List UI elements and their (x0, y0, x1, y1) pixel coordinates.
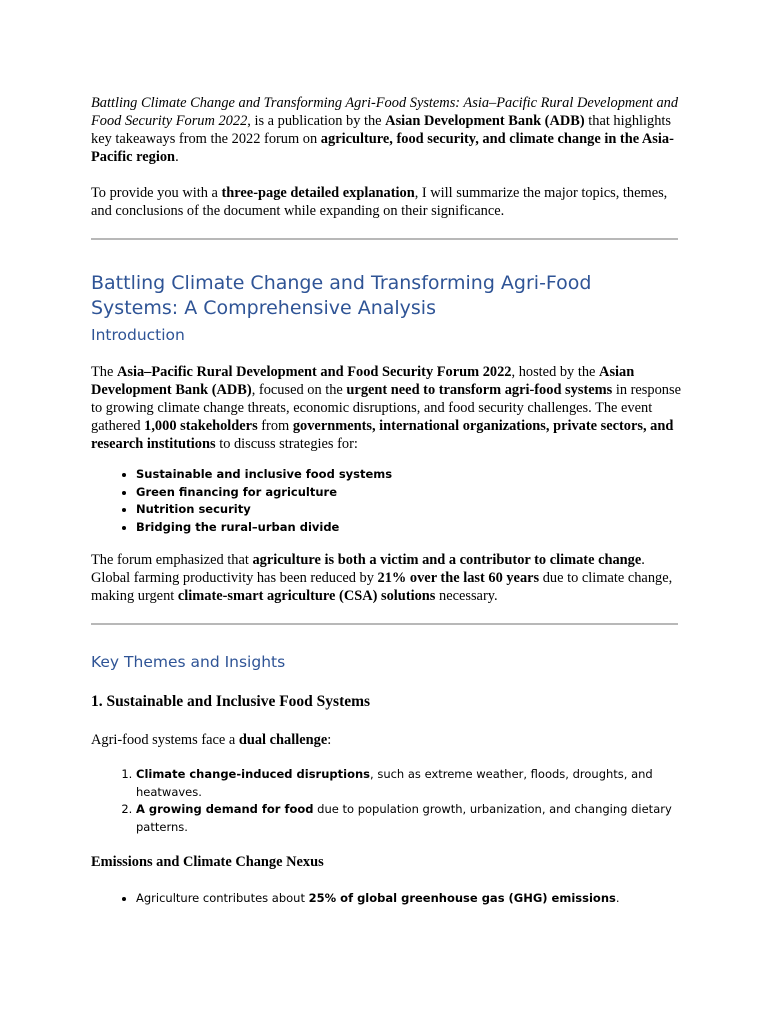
bold-run: agriculture, food security, and climate change in the Asia-Pacific region (91, 131, 674, 165)
text-run: , is a publication by the (247, 113, 386, 129)
list-item (136, 766, 681, 801)
bold-run: Asian Development Bank (ADB) (385, 113, 585, 129)
text-run: : (327, 732, 332, 748)
nexus-list (91, 890, 681, 908)
strategies-list (91, 466, 681, 536)
text-run: due to population growth, urbanization, and changing dietary patterns. (136, 802, 672, 834)
text-run: to discuss strategies for: (215, 436, 358, 452)
text-run: in response to growing climate change threats, economic disruptions, and food security challenges. The event gathered (91, 382, 681, 434)
text-run: . Global farming productivity has been reduced by (91, 552, 645, 586)
text-run: , I will summarize the major topics, themes, and conclusions of the document while expanding on their significance. (91, 185, 668, 219)
dual-challenge-paragraph (91, 731, 681, 749)
horizontal-rule (91, 623, 678, 625)
bold-run: 1,000 stakeholders (144, 418, 258, 434)
bold-run: three-page detailed explanation (221, 185, 415, 201)
text-run: Agriculture contributes about (136, 891, 309, 905)
text-run: , such as extreme weather, floods, droughts, and heatwaves. (136, 767, 653, 799)
nexus-heading: Emissions and Climate Change Nexus (91, 854, 324, 870)
text-run: . (175, 149, 179, 165)
text-run: The forum emphasized that (91, 552, 253, 568)
bold-run: dual challenge (238, 732, 328, 748)
list-item: • Nutrition security (136, 501, 681, 519)
introduction-heading: Introduction (91, 326, 185, 344)
text-run: from (257, 418, 293, 434)
text-run: necessary. (435, 588, 498, 604)
bold-run: climate-smart agriculture (CSA) solutions (177, 588, 436, 604)
bold-run: governments, international organizations, private sectors, and research institutions (91, 418, 674, 452)
bold-run: Asian Development Bank (ADB) (91, 364, 635, 398)
bold-run: A growing demand for food (136, 802, 314, 816)
horizontal-rule (91, 238, 678, 240)
text-run: The (91, 364, 117, 380)
list-item: • Bridging the rural–urban divide (136, 519, 681, 537)
intro-paragraph-1 (91, 94, 681, 166)
intro-paragraph-2 (91, 184, 681, 220)
main-title: Battling Climate Change and Transforming Agri-Food Systems: A Comprehensive Analysis (91, 272, 592, 319)
text-run: Agri-food systems face a (91, 732, 239, 748)
document-content (91, 94, 681, 908)
list-item (136, 890, 681, 908)
challenges-list (91, 766, 681, 836)
bold-run: urgent need to transform agri-food systems (346, 382, 613, 398)
bold-run: Asia–Pacific Rural Development and Food Security Forum 2022 (116, 364, 512, 380)
bold-run: agriculture is both a victim and a contributor to climate change (252, 552, 642, 568)
section-1-heading: 1. Sustainable and Inclusive Food Systems (91, 693, 371, 710)
bold-run: 25% of global greenhouse gas (GHG) emissions (308, 891, 616, 905)
bold-run: Climate change-induced disruptions (136, 767, 371, 781)
list-item (136, 801, 681, 836)
text-run: . (615, 891, 620, 905)
list-item: • Green financing for agriculture (136, 484, 681, 502)
text-run: , focused on the (251, 382, 347, 398)
bold-run: 21% over the last 60 years (377, 570, 540, 586)
text-run: , hosted by the (511, 364, 600, 380)
list-item: • Sustainable and inclusive food systems (136, 466, 681, 484)
key-themes-heading: Key Themes and Insights (91, 653, 286, 671)
introduction-paragraph (91, 363, 681, 453)
text-run: due to climate change, making urgent (91, 570, 673, 604)
forum-emphasis-paragraph (91, 551, 681, 605)
publication-title: Battling Climate Change and Transforming Agri-Food Systems: Asia–Pacific Rural Development and Food Security Forum 2022 (91, 95, 679, 129)
text-run: that highlights key takeaways from the 2022 forum on (91, 113, 672, 147)
text-run: To provide you with a (91, 185, 222, 201)
